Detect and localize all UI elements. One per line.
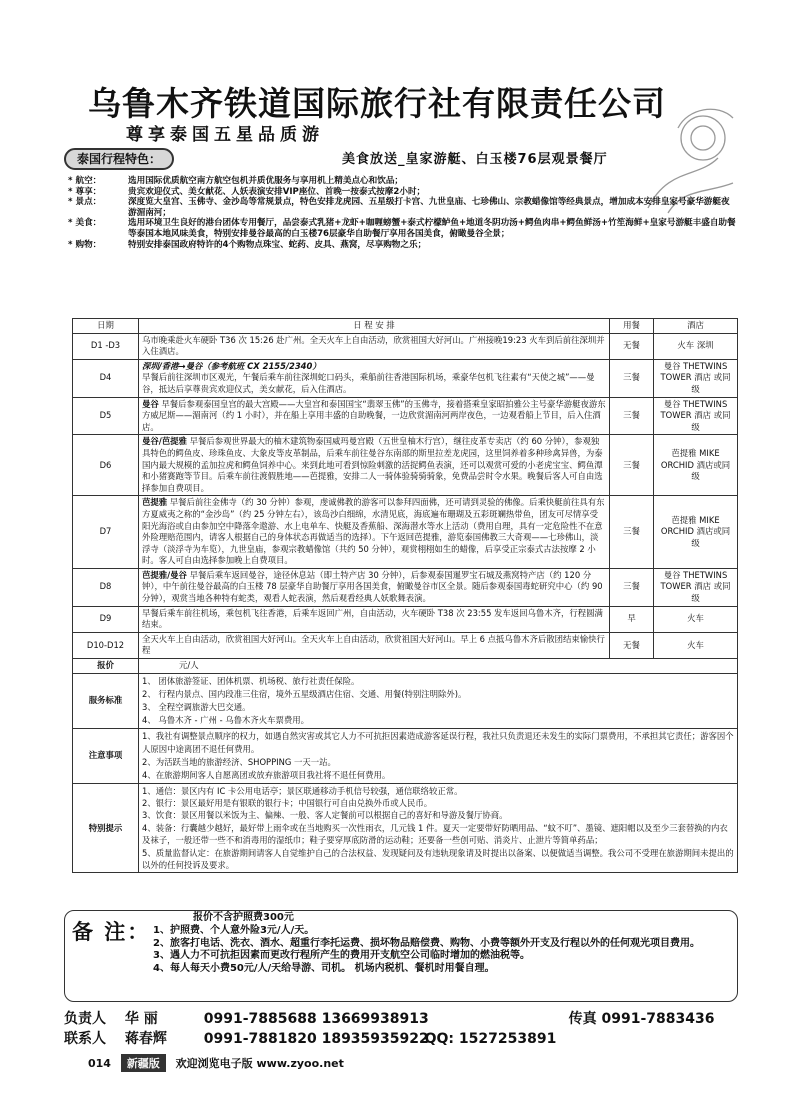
page-number: 014 [88, 1057, 111, 1070]
itinerary-table [72, 318, 738, 873]
notes-list: 报价不含护照费300元 1、护照费、个人意外险3元/人/天。 2、旅客打电话、洗衣、酒水、超重行李托运费、损坏物品赔偿费、购物、小费等额外开支及行程以外的任何观光项目费用。 3、遇人力不可抗拒因素而更改行程所产生的费用开支航空公司临时增加的燃油税等。 4、每人每天小费50元/人/天给导游、司机。 机场内税机、餐机时用餐自理。 [153, 912, 700, 975]
contact-row: 负责人 华 丽 0991-7885688 13669938913 传真 0991-7883436 [64, 1011, 715, 1027]
company-title: 乌鲁木齐铁道国际旅行社有限责任公司 [88, 84, 666, 120]
tips-row: 特别提示 1、通信：景区内有 IC 卡公用电话亭；景区联通移动手机信号较强，通信联络较正常。 2、银行：景区最好用是有银联的银行卡；中国银行可自由兑换外币或人民币。 3、饮食：景区用餐以米饭为主、偏辣、一般、客人定餐前可以根据自己的喜好和导游及餐厅协商。 4、装备：行囊越少越好，最好带上雨伞或在当地购买一次性雨衣，几元钱 1 件。夏天一定要带好防晒用品、“蚊不叮”、墨镜、遮阳帽以及至少三套替换的内衣及袜子，一般还带一些不和消毒用的湿纸巾；鞋子要穿厚底防滑的运动鞋；还要备一些创可贴、消炎片、止泄片等简单药品； 5、质量监督认定：在旅游期间请客人自觉维护自己的合法权益、发现疑问及有违轨现象请及时提出以备案、以便做适当调整。我公司不受理在旅游期间未提出的以外的任何投诉及要求。 [73, 783, 738, 873]
table-row: D4 深圳/香港→曼谷（参考航班 CX 2155/2340） 早餐后前往深圳市区观光，午餐后乘车前往深圳蛇口码头，乘船前往香港国际机场，乘豪华包机飞往素有“天使之城”——曼谷，抵达后享尊贵宾欢迎仪式，美女献花，后入住酒店。 三餐 曼谷 THETWINS TOWER 酒店 或同级 [73, 359, 738, 397]
table-header: 日期 日 程 安 排 用餐 酒店 [73, 319, 738, 334]
feature-item: * 购物： 特别安排泰国政府特许的4个购物点珠宝、蛇药、皮具、燕窝，尽享购物之乐； [68, 239, 427, 250]
table-row: D8 芭提雅/曼谷 早餐后乘车返回曼谷，途径休息站（即土特产店 30 分钟），后参观泰国暹罗宝石城及燕窝特产店（约 120 分钟），中午前往曼谷最高的白玉楼 78 层豪华自助餐厅享用各国美食，俯瞰曼谷市区全景。随后参观泰国毒蛇研究中心（约 90 分钟），观赏当地各种特有蛇类，观看人蛇表演，然后观看经典人妖歌舞表演。 三餐 曼谷 THETWINS TOWER 酒店 或同级 [73, 568, 738, 606]
edition-badge: 新疆版 [121, 1054, 166, 1072]
table-row: D10-D12 全天火车上自由活动，欣赏祖国大好河山。全天火车上自由活动，欣赏祖国大好河山。早上 6 点抵乌鲁木齐后散团结束愉快行程 无餐 火车 [73, 632, 738, 658]
table-row: D1 -D3 乌市晚乘赴火车硬卧 T36 次 15:26 赴广州。全天火车上自由活动，欣赏祖国大好河山。广州接晚19:23 火车到后前往深圳并入住酒店。 无餐 火车 深圳 [73, 333, 738, 359]
flyer-page [58, 78, 738, 1078]
feature-item: * 景点： 深度览大皇宫、玉佛寺、金沙岛等常规景点，特色安排龙虎园、五星级打卡宫、九世皇庙、七珍佛山、宗教蜡像馆等经典景点，增加成本安排皇家号豪华游艇夜游湄南河； [68, 197, 730, 218]
service-row: 服务标准 1、 团体旅游签证、团体机票、机场税、旅行社责任保险。 2、 行程内景点、国内段准三住宿，境外五星级酒店住宿、交通、用餐(特别注明除外)。 3、 全程空调旅游大巴交通。 4、 乌鲁木齐 - 广州 - 乌鲁木齐火车票费用。 [73, 673, 738, 728]
feature-item: * 航空： 选用国际优质航空南方航空包机并质优服务与享用机上精美点心和饮品； [68, 176, 404, 186]
notes-heading: 备 注： [72, 920, 151, 944]
attention-row: 注意事项 1、我社有调整景点顺序的权力，如遇自然灾害或其它人力不可抗拒因素造成游客延误行程，我社只负责退还未发生的实际门票费用，不承担其它责任；游客因个人原因中途离团不退任何费用。 2、为活跃当地的旅游经济、SHOPPING 一天一站。 4、在旅游期间客人自愿离团或放弃旅游项目我社将不退任何费用。 [73, 728, 738, 783]
footer-text: 欢迎浏览电子版 [175, 1057, 253, 1070]
subtitle: 尊享泰国五星品质游 [126, 125, 324, 145]
table-row: D9 早餐后乘车前往机场，乘包机飞往香港，后乘车返回广州，自由活动，火车硬卧 T38 次 23:55 发车返回乌鲁木齐，行程圆满结束。 早 火车 [73, 606, 738, 632]
feature-item: * 尊享： 贵宾欢迎仪式、美女献花、人妖表演安排VIP座位、首晚一按泰式按摩2小时； [68, 186, 426, 197]
footer [88, 1054, 344, 1072]
contact-row: 联系人 蒋春辉 0991-7881820 18935935922 QQ: 1527253891 [64, 1031, 557, 1047]
feature-label: 泰国行程特色： [64, 148, 174, 170]
footer-site-link[interactable]: www.zyoo.net [256, 1057, 344, 1070]
table-row: D5 曼谷 早餐后参观泰国皇宫的最大宫殿——大皇宫和泰国国宝“翡翠玉佛”的玉佛寺，接着搭乘皇家昭拍雅公主号豪华游艇夜游东方威尼斯——湄南河（约 1 小时），并在船上享用丰盛的自助晚餐，一边欣赏湄南河两岸夜色，一边观看船上节目，后入住酒店。 三餐 曼谷 THETWINS TOWER 酒店 或同级 [73, 397, 738, 435]
price-row: 报价 元/人 [73, 659, 738, 674]
feature-list [68, 176, 738, 250]
table-row: D7 芭提雅 早餐后前往金佛寺（约 30 分钟）参观，虔诚佛教的游客可以参拜四面佛，还可请到灵验的佛像。后乘快艇前往具有东方夏威夷之称的“金沙岛”（约 25 分钟左右），该岛沙白细绵，水清见底，海底遍布珊瑚及五彩斑斓热带鱼，团友可尽情享受阳光海浴或自由参加空中降落伞遨游、水上电单车、快艇及香蕉船、深海潜水等水上活动（费用自理，具有一定危险性不在意外险理赔范围内，请客人根据自己的身体状态再做适当的选择）。下午返回芭提雅，游览泰国佛教三大奇观——七珍佛山，淡浮寺（淡浮寺为车览），九世皇庙，参观宗教蜡像馆（共约 50 分钟），观赏栩栩如生的蜡像，后享受正宗泰式古法按摩 2 小时。客人可自由选择参加晚上自费项目。 三餐 芭提雅 MIKE ORCHID 酒店或同级 [73, 496, 738, 569]
feature-item: * 美食： 选用环境卫生良好的港台团体专用餐厅，品尝泰式乳猪+龙虾+咖喱螃蟹+泰式柠檬鲈鱼+地道冬阴功汤+鳄鱼肉串+鳄鱼鲜汤+竹笙海鲜+皇家号游艇丰盛自助餐等泰国本地风味美食，特别安排曼谷最高的白玉楼76层豪华自助餐厅享用各国美食，俯瞰曼谷全景； [68, 218, 736, 239]
highlight-banner: 美食放送_皇家游艇、白玉楼76层观景餐厅 [342, 152, 608, 167]
table-row: D6 曼谷/芭提雅 早餐后参观世界最大的柚木建筑物泰国威玛曼宫殿（五世皇柚木行宫），继往皮革专卖店（约 60 分钟），参观独具特色的鳄鱼皮、珍珠鱼皮、大象皮等皮革制品，后乘车前往曼谷东南部的斯里拉差龙虎园，这里饲养着多种珍禽异兽，为泰国内最大规模的孟加拉虎和鳄鱼饲养中心。来到此地可看到惊险刺激的活捉鳄鱼表演，还可以观赏可爱的小老虎宝宝、鳄鱼潭和小猪赛跑等节目。后乘车前往渡假胜地——芭提雅，安排二人一骑体验骑骑骑象，免费品尝时令水果。晚餐后客人可自由选择参加自费项目。 三餐 芭提雅 MIKE ORCHID 酒店或同级 [73, 435, 738, 496]
